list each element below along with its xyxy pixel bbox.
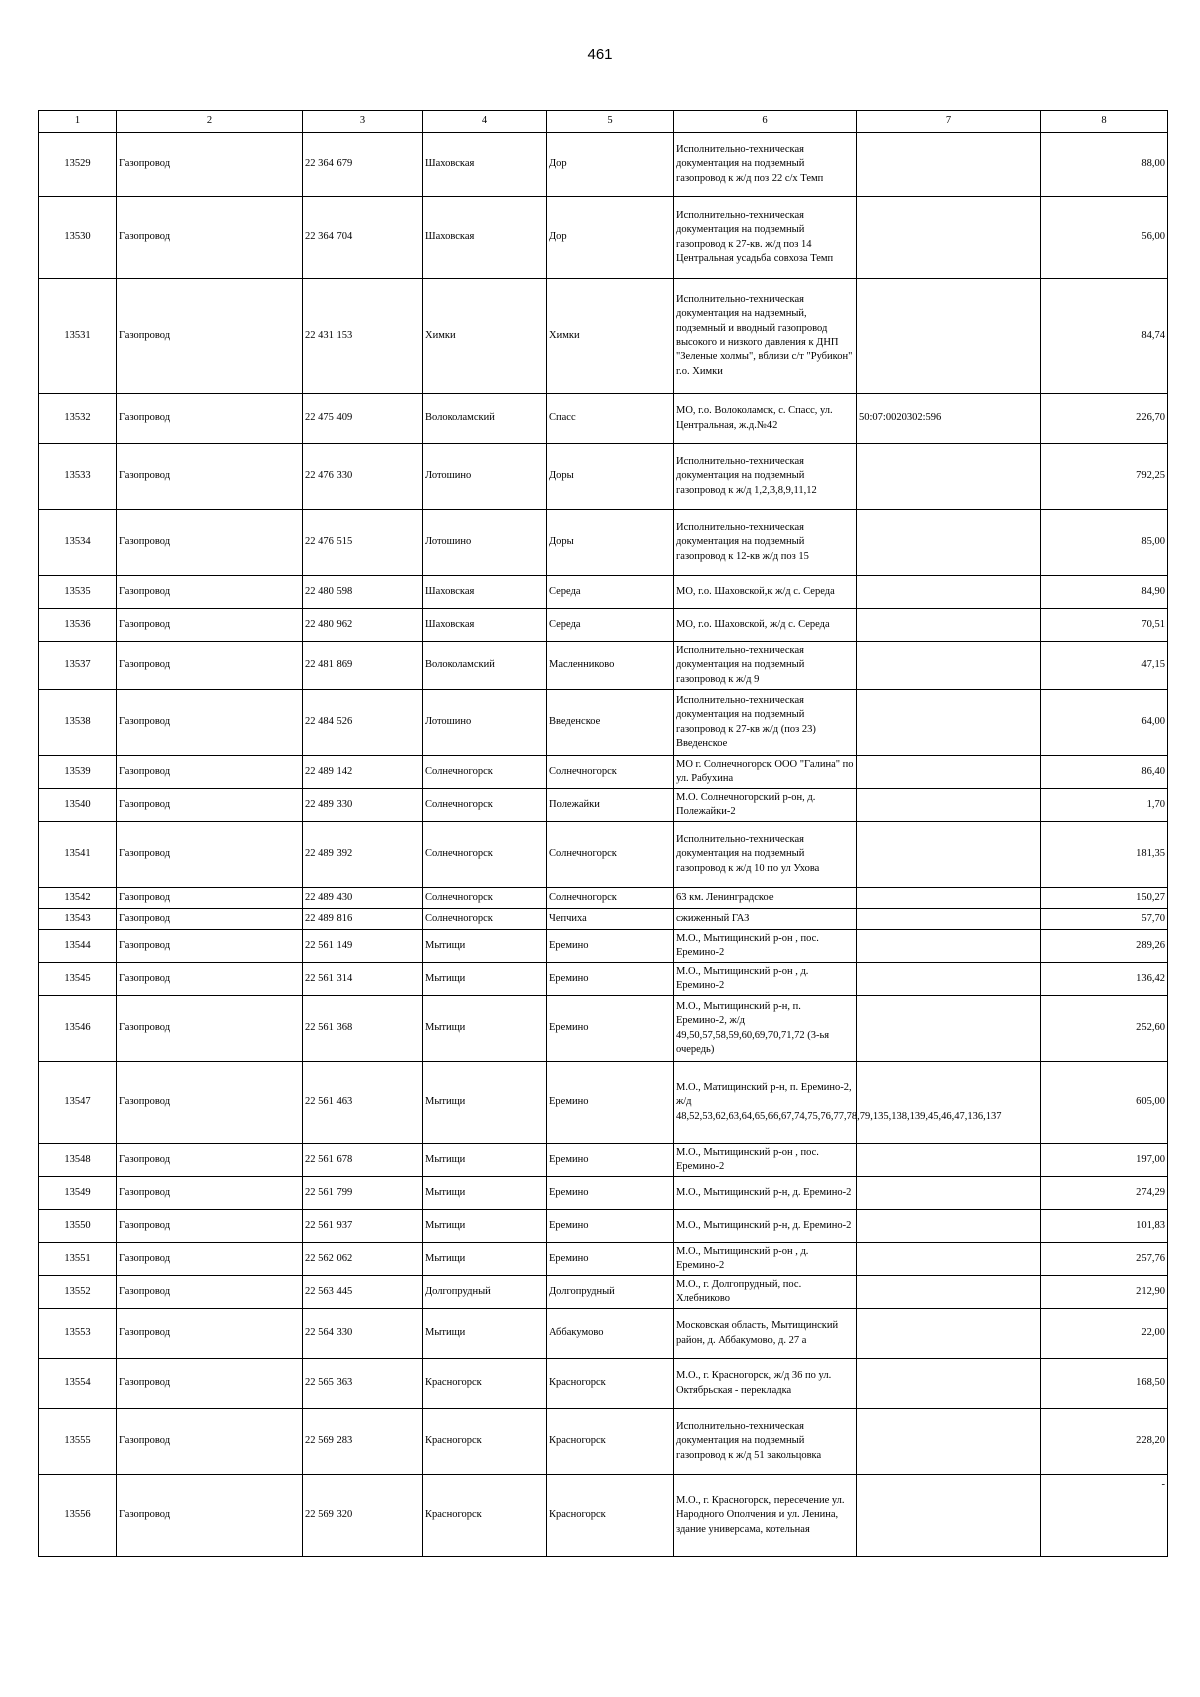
table-row — [39, 963, 1168, 996]
object-name-cell: Газопровод — [117, 576, 303, 609]
column-header-4: 4 — [423, 111, 547, 133]
cadastral-number-cell — [857, 930, 1041, 963]
description-cell: Исполнительно-техническая документация на подземный газопровод к ж/д 51 закольцовка — [674, 1409, 857, 1475]
locality-cell: Середа — [547, 576, 674, 609]
district-cell: Химки — [423, 279, 547, 394]
table-row — [39, 394, 1168, 444]
table-row — [39, 1475, 1168, 1557]
length-value-cell: 85,00 — [1041, 510, 1168, 576]
inventory-code-cell: 22 565 363 — [303, 1359, 423, 1409]
inventory-code-cell: 22 480 962 — [303, 609, 423, 642]
object-name-cell: Газопровод — [117, 996, 303, 1062]
table-row — [39, 1276, 1168, 1309]
description-cell: М.О., Мытищинский р-н, д. Еремино-2 — [674, 1177, 857, 1210]
inventory-code-cell: 22 480 598 — [303, 576, 423, 609]
locality-cell: Еремино — [547, 963, 674, 996]
cadastral-number-cell — [857, 510, 1041, 576]
cadastral-number-cell — [857, 1062, 1041, 1144]
locality-cell: Доры — [547, 510, 674, 576]
table-row — [39, 444, 1168, 510]
description-cell: Исполнительно-техническая документация на подземный газопровод к ж/д 10 по ул Ухова — [674, 822, 857, 888]
locality-cell: Еремино — [547, 1210, 674, 1243]
length-value-cell: 289,26 — [1041, 930, 1168, 963]
cadastral-number-cell — [857, 1309, 1041, 1359]
object-name-cell: Газопровод — [117, 197, 303, 279]
district-cell: Мытищи — [423, 1210, 547, 1243]
length-value-cell: 86,40 — [1041, 756, 1168, 789]
locality-cell: Доры — [547, 444, 674, 510]
locality-cell: Дор — [547, 197, 674, 279]
length-value-cell: 84,90 — [1041, 576, 1168, 609]
row-number-cell: 13544 — [39, 930, 117, 963]
cadastral-number-cell — [857, 1177, 1041, 1210]
locality-cell: Еремино — [547, 930, 674, 963]
inventory-code-cell: 22 561 937 — [303, 1210, 423, 1243]
cadastral-number-cell — [857, 279, 1041, 394]
inventory-code-cell: 22 489 392 — [303, 822, 423, 888]
description-cell: МО г. Солнечногорск ООО "Галина" по ул. Рабухина — [674, 756, 857, 789]
row-number-cell: 13535 — [39, 576, 117, 609]
locality-cell: Солнечногорск — [547, 822, 674, 888]
description-cell: М.О., г. Красногорск, пересечение ул. Народного Ополчения и ул. Ленина, здание универсама, котельная — [674, 1475, 857, 1557]
district-cell: Долгопрудный — [423, 1276, 547, 1309]
row-number-cell: 13538 — [39, 690, 117, 756]
cadastral-number-cell — [857, 1276, 1041, 1309]
inventory-code-cell: 22 431 153 — [303, 279, 423, 394]
locality-cell: Долгопрудный — [547, 1276, 674, 1309]
inventory-code-cell: 22 364 704 — [303, 197, 423, 279]
district-cell: Волоколамский — [423, 394, 547, 444]
locality-cell: Спасс — [547, 394, 674, 444]
district-cell: Мытищи — [423, 930, 547, 963]
row-number-cell: 13531 — [39, 279, 117, 394]
locality-cell: Аббакумово — [547, 1309, 674, 1359]
gas-pipeline-register-table — [38, 110, 1168, 1557]
cadastral-number-cell — [857, 1409, 1041, 1475]
district-cell: Солнечногорск — [423, 789, 547, 822]
description-cell: М.О., г. Долгопрудный, пос. Хлебниково — [674, 1276, 857, 1309]
inventory-code-cell: 22 561 149 — [303, 930, 423, 963]
locality-cell: Солнечногорск — [547, 888, 674, 909]
district-cell: Мытищи — [423, 1309, 547, 1359]
locality-cell: Масленниково — [547, 642, 674, 690]
inventory-code-cell: 22 489 816 — [303, 909, 423, 930]
cadastral-number-cell — [857, 1359, 1041, 1409]
row-number-cell: 13532 — [39, 394, 117, 444]
length-value-cell: 101,83 — [1041, 1210, 1168, 1243]
description-cell: М.О., Мытищинский р-он , д. Еремино-2 — [674, 963, 857, 996]
object-name-cell: Газопровод — [117, 963, 303, 996]
object-name-cell: Газопровод — [117, 1177, 303, 1210]
cadastral-number-cell — [857, 444, 1041, 510]
locality-cell: Солнечногорск — [547, 756, 674, 789]
object-name-cell: Газопровод — [117, 1409, 303, 1475]
cadastral-number-cell — [857, 133, 1041, 197]
district-cell: Мытищи — [423, 963, 547, 996]
length-value-cell: - — [1041, 1475, 1168, 1557]
length-value-cell: 197,00 — [1041, 1144, 1168, 1177]
table-row — [39, 642, 1168, 690]
cadastral-number-cell — [857, 963, 1041, 996]
row-number-cell: 13539 — [39, 756, 117, 789]
row-number-cell: 13530 — [39, 197, 117, 279]
row-number-cell: 13529 — [39, 133, 117, 197]
district-cell: Шаховская — [423, 609, 547, 642]
table-row — [39, 822, 1168, 888]
length-value-cell: 257,76 — [1041, 1243, 1168, 1276]
table-row — [39, 1210, 1168, 1243]
description-cell: Исполнительно-техническая документация на подземный газопровод к 27-кв. ж/д поз 14 Центральная усадьба совхоза Темп — [674, 197, 857, 279]
inventory-code-cell: 22 561 314 — [303, 963, 423, 996]
column-header-5: 5 — [547, 111, 674, 133]
cadastral-number-cell — [857, 909, 1041, 930]
length-value-cell: 84,74 — [1041, 279, 1168, 394]
column-header-7: 7 — [857, 111, 1041, 133]
cadastral-number-cell — [857, 1210, 1041, 1243]
table-row — [39, 690, 1168, 756]
district-cell: Лотошино — [423, 444, 547, 510]
description-cell: Исполнительно-техническая документация на подземный газопровод к ж/д 1,2,3,8,9,11,12 — [674, 444, 857, 510]
length-value-cell: 605,00 — [1041, 1062, 1168, 1144]
table-row — [39, 756, 1168, 789]
locality-cell: Еремино — [547, 1243, 674, 1276]
object-name-cell: Газопровод — [117, 690, 303, 756]
description-cell: М.О., Мытищинский р-он , пос. Еремино-2 — [674, 930, 857, 963]
inventory-code-cell: 22 489 430 — [303, 888, 423, 909]
length-value-cell: 22,00 — [1041, 1309, 1168, 1359]
object-name-cell: Газопровод — [117, 909, 303, 930]
column-header-3: 3 — [303, 111, 423, 133]
inventory-code-cell: 22 481 869 — [303, 642, 423, 690]
locality-cell: Еремино — [547, 1144, 674, 1177]
length-value-cell: 792,25 — [1041, 444, 1168, 510]
row-number-cell: 13550 — [39, 1210, 117, 1243]
row-number-cell: 13534 — [39, 510, 117, 576]
object-name-cell: Газопровод — [117, 789, 303, 822]
district-cell: Солнечногорск — [423, 909, 547, 930]
locality-cell: Красногорск — [547, 1475, 674, 1557]
cadastral-number-cell: 50:07:0020302:596 — [857, 394, 1041, 444]
length-value-cell: 212,90 — [1041, 1276, 1168, 1309]
inventory-code-cell: 22 489 142 — [303, 756, 423, 789]
cadastral-number-cell — [857, 789, 1041, 822]
description-cell: Исполнительно-техническая документация на подземный газопровод к ж/д 9 — [674, 642, 857, 690]
length-value-cell: 70,51 — [1041, 609, 1168, 642]
table-row — [39, 1359, 1168, 1409]
object-name-cell: Газопровод — [117, 756, 303, 789]
inventory-code-cell: 22 563 445 — [303, 1276, 423, 1309]
length-value-cell: 226,70 — [1041, 394, 1168, 444]
row-number-cell: 13554 — [39, 1359, 117, 1409]
table-row — [39, 909, 1168, 930]
locality-cell: Химки — [547, 279, 674, 394]
object-name-cell: Газопровод — [117, 1210, 303, 1243]
cadastral-number-cell — [857, 642, 1041, 690]
description-cell: М.О. Солнечногорский р-он, д. Полежайки-2 — [674, 789, 857, 822]
locality-cell: Еремино — [547, 996, 674, 1062]
row-number-cell: 13541 — [39, 822, 117, 888]
object-name-cell: Газопровод — [117, 133, 303, 197]
table-row — [39, 1409, 1168, 1475]
table-row — [39, 133, 1168, 197]
inventory-code-cell: 22 489 330 — [303, 789, 423, 822]
locality-cell: Введенское — [547, 690, 674, 756]
locality-cell: Красногорск — [547, 1409, 674, 1475]
inventory-code-cell: 22 569 283 — [303, 1409, 423, 1475]
row-number-cell: 13533 — [39, 444, 117, 510]
cadastral-number-cell — [857, 996, 1041, 1062]
length-value-cell: 136,42 — [1041, 963, 1168, 996]
object-name-cell: Газопровод — [117, 930, 303, 963]
district-cell: Волоколамский — [423, 642, 547, 690]
object-name-cell: Газопровод — [117, 1062, 303, 1144]
object-name-cell: Газопровод — [117, 1243, 303, 1276]
locality-cell: Дор — [547, 133, 674, 197]
district-cell: Шаховская — [423, 576, 547, 609]
district-cell: Солнечногорск — [423, 756, 547, 789]
inventory-code-cell: 22 561 368 — [303, 996, 423, 1062]
table-row — [39, 996, 1168, 1062]
object-name-cell: Газопровод — [117, 1309, 303, 1359]
inventory-code-cell: 22 561 799 — [303, 1177, 423, 1210]
object-name-cell: Газопровод — [117, 444, 303, 510]
district-cell: Солнечногорск — [423, 888, 547, 909]
table-row — [39, 1144, 1168, 1177]
row-number-cell: 13548 — [39, 1144, 117, 1177]
cadastral-number-cell — [857, 197, 1041, 279]
column-header-6: 6 — [674, 111, 857, 133]
description-cell: Исполнительно-техническая документация на надземный, подземный и вводный газопровод высокого и низкого давления к ДНП "Зеленые холмы", вблизи с/т "Рубикон" г.о. Химки — [674, 279, 857, 394]
object-name-cell: Газопровод — [117, 510, 303, 576]
description-cell: М.О., Мытищинский р-н, д. Еремино-2 — [674, 1210, 857, 1243]
cadastral-number-cell — [857, 1144, 1041, 1177]
district-cell: Мытищи — [423, 996, 547, 1062]
table-row — [39, 279, 1168, 394]
table-row — [39, 197, 1168, 279]
row-number-cell: 13551 — [39, 1243, 117, 1276]
table-row — [39, 510, 1168, 576]
description-cell: Исполнительно-техническая документация на подземный газопровод к 12-кв ж/д поз 15 — [674, 510, 857, 576]
district-cell: Лотошино — [423, 510, 547, 576]
description-cell: М.О., Мытищинский р-н, п. Еремино-2, ж/д 49,50,57,58,59,60,69,70,71,72 (3-ья очередь) — [674, 996, 857, 1062]
row-number-cell: 13556 — [39, 1475, 117, 1557]
row-number-cell: 13549 — [39, 1177, 117, 1210]
row-number-cell: 13546 — [39, 996, 117, 1062]
district-cell: Мытищи — [423, 1243, 547, 1276]
district-cell: Шаховская — [423, 197, 547, 279]
length-value-cell: 56,00 — [1041, 197, 1168, 279]
district-cell: Мытищи — [423, 1062, 547, 1144]
description-cell: 63 км. Ленинградское — [674, 888, 857, 909]
district-cell: Мытищи — [423, 1177, 547, 1210]
locality-cell: Полежайки — [547, 789, 674, 822]
district-cell: Мытищи — [423, 1144, 547, 1177]
description-cell: Московская область, Мытищинский район, д. Аббакумово, д. 27 а — [674, 1309, 857, 1359]
table-row — [39, 1309, 1168, 1359]
object-name-cell: Газопровод — [117, 394, 303, 444]
table-row — [39, 888, 1168, 909]
object-name-cell: Газопровод — [117, 609, 303, 642]
description-cell: Исполнительно-техническая документация на подземный газопровод к 27-кв ж/д (поз 23) Введенское — [674, 690, 857, 756]
table-row — [39, 1243, 1168, 1276]
inventory-code-cell: 22 564 330 — [303, 1309, 423, 1359]
description-cell: МО, г.о. Волоколамск, с. Спасс, ул. Центральная, ж.д.№42 — [674, 394, 857, 444]
object-name-cell: Газопровод — [117, 279, 303, 394]
table-row — [39, 1177, 1168, 1210]
row-number-cell: 13542 — [39, 888, 117, 909]
locality-cell: Середа — [547, 609, 674, 642]
cadastral-number-cell — [857, 690, 1041, 756]
header-row — [39, 111, 1168, 133]
column-header-2: 2 — [117, 111, 303, 133]
length-value-cell: 274,29 — [1041, 1177, 1168, 1210]
district-cell: Красногорск — [423, 1359, 547, 1409]
district-cell: Лотошино — [423, 690, 547, 756]
description-cell: Исполнительно-техническая документация на подземный газопровод к ж/д поз 22 с/х Темп — [674, 133, 857, 197]
table-row — [39, 576, 1168, 609]
length-value-cell: 47,15 — [1041, 642, 1168, 690]
row-number-cell: 13555 — [39, 1409, 117, 1475]
description-cell: МО, г.о. Шаховской, ж/д с. Середа — [674, 609, 857, 642]
description-cell: сжиженный ГАЗ — [674, 909, 857, 930]
district-cell: Красногорск — [423, 1409, 547, 1475]
length-value-cell: 168,50 — [1041, 1359, 1168, 1409]
table-row — [39, 1062, 1168, 1144]
length-value-cell: 150,27 — [1041, 888, 1168, 909]
cadastral-number-cell — [857, 1243, 1041, 1276]
row-number-cell: 13545 — [39, 963, 117, 996]
cadastral-number-cell — [857, 609, 1041, 642]
description-cell: М.О., г. Красногорск, ж/д 36 по ул. Октябрьская - перекладка — [674, 1359, 857, 1409]
district-cell: Солнечногорск — [423, 822, 547, 888]
length-value-cell: 252,60 — [1041, 996, 1168, 1062]
row-number-cell: 13537 — [39, 642, 117, 690]
length-value-cell: 228,20 — [1041, 1409, 1168, 1475]
cadastral-number-cell — [857, 888, 1041, 909]
locality-cell: Еремино — [547, 1062, 674, 1144]
row-number-cell: 13540 — [39, 789, 117, 822]
length-value-cell: 1,70 — [1041, 789, 1168, 822]
row-number-cell: 13553 — [39, 1309, 117, 1359]
object-name-cell: Газопровод — [117, 888, 303, 909]
length-value-cell: 88,00 — [1041, 133, 1168, 197]
district-cell: Шаховская — [423, 133, 547, 197]
page-number: 461 — [587, 46, 613, 63]
locality-cell: Чепчиха — [547, 909, 674, 930]
inventory-code-cell: 22 484 526 — [303, 690, 423, 756]
table-body — [39, 133, 1168, 1557]
row-number-cell: 13543 — [39, 909, 117, 930]
row-number-cell: 13552 — [39, 1276, 117, 1309]
description-cell: М.О., Мытищинский р-он , пос. Еремино-2 — [674, 1144, 857, 1177]
object-name-cell: Газопровод — [117, 642, 303, 690]
object-name-cell: Газопровод — [117, 1475, 303, 1557]
object-name-cell: Газопровод — [117, 822, 303, 888]
cadastral-number-cell — [857, 576, 1041, 609]
description-cell: МО, г.о. Шаховской,к ж/д с. Середа — [674, 576, 857, 609]
description-cell: М.О., Мытищинский р-он , д. Еремино-2 — [674, 1243, 857, 1276]
table-row — [39, 930, 1168, 963]
cadastral-number-cell — [857, 822, 1041, 888]
length-value-cell: 57,70 — [1041, 909, 1168, 930]
description-cell: М.О., Матищинский р-н, п. Еремино-2, ж/д 48,52,53,62,63,64,65,66,67,74,75,76,77,78,79,135,138,139,45,46,47,136,137 — [674, 1062, 857, 1144]
column-header-8: 8 — [1041, 111, 1168, 133]
object-name-cell: Газопровод — [117, 1144, 303, 1177]
inventory-code-cell: 22 364 679 — [303, 133, 423, 197]
table-row — [39, 789, 1168, 822]
object-name-cell: Газопровод — [117, 1276, 303, 1309]
cadastral-number-cell — [857, 1475, 1041, 1557]
inventory-code-cell: 22 476 330 — [303, 444, 423, 510]
district-cell: Красногорск — [423, 1475, 547, 1557]
inventory-code-cell: 22 562 062 — [303, 1243, 423, 1276]
inventory-code-cell: 22 569 320 — [303, 1475, 423, 1557]
cadastral-number-cell — [857, 756, 1041, 789]
object-name-cell: Газопровод — [117, 1359, 303, 1409]
length-value-cell: 181,35 — [1041, 822, 1168, 888]
locality-cell: Красногорск — [547, 1359, 674, 1409]
length-value-cell: 64,00 — [1041, 690, 1168, 756]
table-row — [39, 609, 1168, 642]
inventory-code-cell: 22 561 678 — [303, 1144, 423, 1177]
row-number-cell: 13547 — [39, 1062, 117, 1144]
inventory-code-cell: 22 561 463 — [303, 1062, 423, 1144]
inventory-code-cell: 22 475 409 — [303, 394, 423, 444]
inventory-code-cell: 22 476 515 — [303, 510, 423, 576]
row-number-cell: 13536 — [39, 609, 117, 642]
column-header-1: 1 — [39, 111, 117, 133]
locality-cell: Еремино — [547, 1177, 674, 1210]
